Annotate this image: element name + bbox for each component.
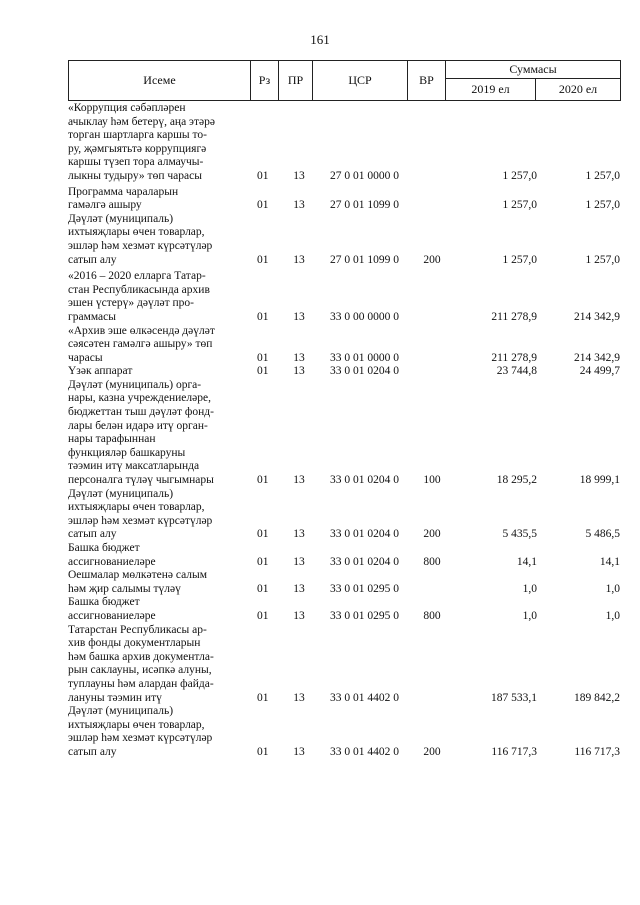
row-name-line: Дәүләт (муниципаль) [68, 705, 174, 718]
row-name [68, 542, 244, 569]
row-csr: 33 0 01 0295 0 [330, 582, 399, 595]
row-pr: 13 [293, 528, 305, 541]
row-name [68, 569, 244, 596]
row-name-line: нары тарафыннан [68, 433, 156, 446]
row-name [68, 102, 244, 184]
row-vr: 800 [423, 609, 441, 622]
row-csr: 33 0 01 0204 0 [330, 555, 399, 568]
row-sum-2019: 1 257,0 [502, 199, 537, 212]
table-row [68, 705, 620, 759]
table-row [68, 102, 620, 184]
row-name-line: рын саклауны, исәпкә алуны, [68, 664, 212, 677]
row-name [68, 379, 244, 488]
row-name [68, 488, 244, 542]
row-name-line: сәясәтен гамәлгә ашыру» төп [68, 338, 213, 351]
row-csr: 33 0 01 4402 0 [330, 691, 399, 704]
row-name-line: тәэмин итү максатларында [68, 460, 200, 473]
row-sum-2019: 1 257,0 [502, 253, 537, 266]
row-name-line: сатып алу [68, 745, 117, 758]
row-name-line: сатып алу [68, 253, 117, 266]
header-vr: ВР [408, 61, 446, 101]
row-sum-2019: 116 717,3 [491, 745, 537, 758]
table-row [68, 569, 620, 596]
row-pr: 13 [293, 351, 305, 364]
row-rz: 01 [257, 310, 269, 323]
table-row [68, 596, 620, 623]
row-sum-2020: 14,1 [599, 555, 620, 568]
row-sum-2019: 1,0 [522, 609, 537, 622]
row-name-line: Дәүләт (муниципаль) орга- [68, 378, 202, 391]
row-name-line: Башка бюджет [68, 542, 140, 554]
row-name-line: функцияләр башкаруны [68, 446, 186, 459]
row-name-line: һәм башка архив документла- [68, 650, 214, 663]
row-name [68, 213, 244, 267]
row-sum-2020: 24 499,7 [579, 365, 620, 378]
row-name [68, 325, 244, 366]
row-rz: 01 [257, 253, 269, 266]
row-name-line: «2016 – 2020 елларга Татар- [68, 270, 206, 283]
row-name-line: Дәүләт (муниципаль) [68, 212, 174, 225]
table-row [68, 379, 620, 488]
row-name-line: ихтыяҗлары өчен товарлар, [68, 226, 205, 239]
row-name-line: эшләр һәм хезмәт күрсәтүләр [68, 514, 213, 527]
row-name-line: лары белән идарә итү орган- [68, 419, 208, 432]
row-name-line: торган шартларга каршы то- [68, 129, 207, 142]
row-vr: 200 [423, 745, 441, 758]
row-sum-2020: 1 257,0 [585, 199, 620, 212]
row-name-line: Үзәк аппарат [68, 365, 133, 378]
row-rz: 01 [257, 351, 269, 364]
row-vr: 200 [423, 528, 441, 541]
row-sum-2020: 18 999,1 [579, 474, 620, 487]
row-csr: 27 0 01 1099 0 [330, 253, 399, 266]
row-sum-2019: 1,0 [522, 582, 537, 595]
row-sum-2020: 214 342,9 [574, 351, 620, 364]
row-name-line: хив фонды документларын [68, 637, 201, 650]
header-sums: Суммасы [446, 61, 621, 79]
row-name-line: һәм җир салымы түләү [68, 582, 181, 595]
row-sum-2019: 23 744,8 [496, 365, 537, 378]
row-name-line: Башка бюджет [68, 596, 140, 609]
row-name-line: Программа чараларын [68, 185, 179, 198]
row-name-line: нары, казна учреждениеләре, [68, 392, 211, 405]
row-name-line: гамәлгә ашыру [68, 199, 142, 212]
row-pr: 13 [293, 169, 305, 182]
row-rz: 01 [257, 199, 269, 212]
row-sum-2019: 5 435,5 [502, 528, 537, 541]
row-pr: 13 [293, 365, 305, 378]
row-name-line: ихтыяҗлары өчен товарлар, [68, 718, 205, 731]
table-row [68, 624, 620, 706]
table-row [68, 325, 620, 366]
row-csr: 33 0 00 0000 0 [330, 310, 399, 323]
header-pr: ПР [279, 61, 313, 101]
row-pr: 13 [293, 691, 305, 704]
row-rz: 01 [257, 555, 269, 568]
row-name-line: эшен үстерү» дәүләт про- [68, 297, 194, 310]
row-vr: 800 [423, 555, 441, 568]
budget-table-body [68, 102, 620, 760]
row-name-line: ачыклау һәм бетерү, аңа этәрә [68, 115, 215, 128]
row-sum-2020: 1,0 [605, 609, 620, 622]
row-name [68, 186, 244, 213]
row-pr: 13 [293, 474, 305, 487]
row-name [68, 705, 244, 759]
row-name-line: эшләр һәм хезмәт күрсәтүләр [68, 239, 213, 252]
row-name-line: ассигнованиеләре [68, 609, 156, 622]
row-sum-2020: 1 257,0 [585, 169, 620, 182]
row-name-line: лыкны тудыру» төп чарасы [68, 169, 202, 182]
header-csr: ЦСР [313, 61, 408, 101]
row-name-line: ассигнованиеләре [68, 555, 156, 568]
row-sum-2019: 187 533,1 [491, 691, 537, 704]
table-row [68, 186, 620, 213]
row-pr: 13 [293, 555, 305, 568]
row-name-line: Дәүләт (муниципаль) [68, 487, 174, 500]
row-sum-2020: 116 717,3 [574, 745, 620, 758]
row-pr: 13 [293, 199, 305, 212]
row-vr: 100 [423, 474, 441, 487]
row-name [68, 596, 244, 623]
row-rz: 01 [257, 691, 269, 704]
row-vr: 200 [423, 253, 441, 266]
row-pr: 13 [293, 609, 305, 622]
row-sum-2020: 1 257,0 [585, 253, 620, 266]
row-sum-2019: 14,1 [516, 555, 537, 568]
row-csr: 27 0 01 1099 0 [330, 199, 399, 212]
row-name-line: сатып алу [68, 528, 117, 541]
row-csr: 33 0 01 0204 0 [330, 474, 399, 487]
table-row [68, 365, 620, 379]
row-name-line: персоналга түләү чыгымнары [68, 474, 214, 487]
row-name-line: ихтыяҗлары өчен товарлар, [68, 501, 205, 514]
page-number: 161 [310, 32, 330, 47]
row-name-line: чарасы [68, 351, 103, 364]
row-rz: 01 [257, 528, 269, 541]
row-pr: 13 [293, 310, 305, 323]
row-csr: 33 0 01 0295 0 [330, 609, 399, 622]
row-name-line: граммасы [68, 310, 116, 323]
row-csr: 33 0 01 0204 0 [330, 528, 399, 541]
row-pr: 13 [293, 745, 305, 758]
row-csr: 27 0 01 0000 0 [330, 169, 399, 182]
table-row [68, 270, 620, 324]
row-name-line: Татарстан Республикасы ар- [68, 623, 207, 636]
row-name [68, 365, 244, 379]
header-rz: Рз [251, 61, 279, 101]
row-name-line: эшләр һәм хезмәт күрсәтүләр [68, 732, 213, 745]
table-header [68, 60, 621, 101]
row-rz: 01 [257, 474, 269, 487]
row-sum-2019: 1 257,0 [502, 169, 537, 182]
row-rz: 01 [257, 582, 269, 595]
header-year-2019: 2019 ел [446, 79, 536, 101]
row-rz: 01 [257, 169, 269, 182]
row-sum-2020: 1,0 [605, 582, 620, 595]
header-name: Исеме [69, 61, 251, 101]
table-row [68, 213, 620, 267]
row-name-line: «Коррупция сәбәпләрен [68, 102, 186, 114]
row-rz: 01 [257, 745, 269, 758]
row-rz: 01 [257, 365, 269, 378]
row-name-line: ру, җәмгыятьтә коррупциягә [68, 142, 207, 155]
row-name [68, 270, 244, 324]
row-csr: 33 0 01 4402 0 [330, 745, 399, 758]
row-name-line: туплауны һәм алардан файда- [68, 677, 214, 690]
row-name-line: бюджеттан тыш дәүләт фонд- [68, 406, 214, 419]
row-name-line: лануны тәэмин итү [68, 691, 162, 704]
table-row [68, 542, 620, 569]
row-pr: 13 [293, 253, 305, 266]
row-sum-2020: 5 486,5 [585, 528, 620, 541]
row-sum-2020: 214 342,9 [574, 310, 620, 323]
row-pr: 13 [293, 582, 305, 595]
row-name-line: стан Республикасында архив [68, 283, 210, 296]
table-row [68, 488, 620, 542]
row-sum-2019: 18 295,2 [496, 474, 537, 487]
row-rz: 01 [257, 609, 269, 622]
row-name-line: Оешмалар мөлкәтенә салым [68, 569, 208, 582]
row-name [68, 624, 244, 706]
row-sum-2020: 189 842,2 [574, 691, 620, 704]
row-sum-2019: 211 278,9 [491, 310, 537, 323]
row-name-line: «Архив эше өлкәсендә дәүләт [68, 324, 215, 337]
row-csr: 33 0 01 0000 0 [330, 351, 399, 364]
row-sum-2019: 211 278,9 [491, 351, 537, 364]
row-csr: 33 0 01 0204 0 [330, 365, 399, 378]
header-year-2020: 2020 ел [536, 79, 621, 101]
row-name-line: каршы түзеп тора алмаучы- [68, 156, 204, 169]
